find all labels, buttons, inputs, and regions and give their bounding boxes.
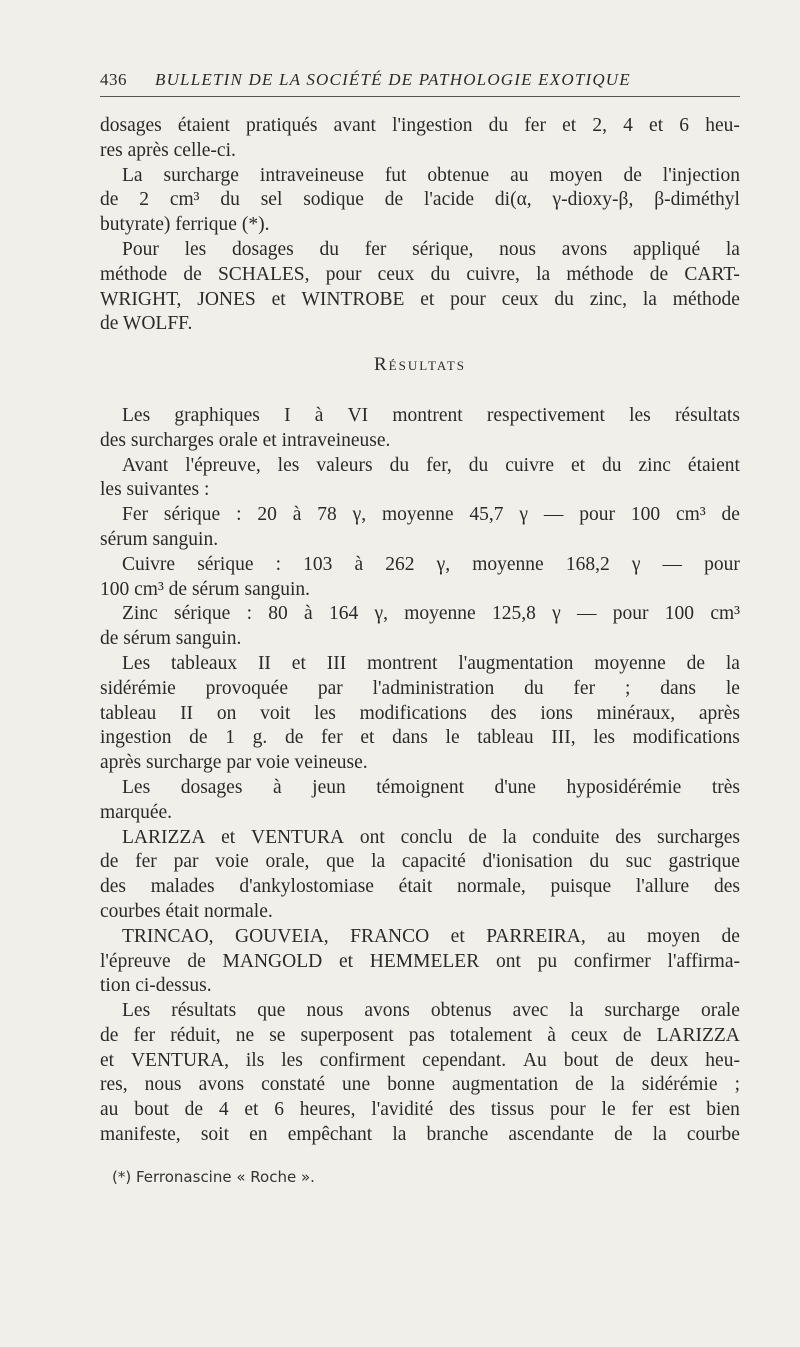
text-line: 100 cm³ de sérum sanguin.: [100, 578, 311, 600]
text-line: de fer par voie orale, que la capacité d'ionisation du suc gastrique: [100, 851, 740, 873]
body-text: [100, 114, 740, 1148]
text-line: courbes était normale.: [100, 900, 273, 922]
text-line: des surcharges orale et intraveineuse.: [100, 429, 391, 451]
text-line: Les dosages à jeun témoignent d'une hyposidérémie très: [122, 776, 740, 798]
text-line: La surcharge intraveineuse fut obtenue au moyen de l'injection: [122, 164, 740, 186]
running-title: BULLETIN DE LA SOCIÉTÉ DE PATHOLOGIE EXOTIQUE: [155, 70, 631, 89]
text-line: sidérémie provoquée par l'administration du fer ; dans le: [100, 677, 740, 699]
text-line: TRINCAO, GOUVEIA, FRANCO et PARREIRA, au moyen de: [122, 925, 740, 947]
text-line: et VENTURA, ils les confirment cependant. Au bout de deux heu-: [100, 1049, 740, 1071]
text-line: res après celle-ci.: [100, 139, 236, 161]
text-line: WRIGHT, JONES et WINTROBE et pour ceux du zinc, la méthode: [100, 288, 740, 310]
text-line: de WOLFF.: [100, 313, 193, 335]
text-line: des malades d'ankylostomiase était normale, puisque l'allure des: [100, 876, 740, 898]
text-line: Fer sérique : 20 à 78 γ, moyenne 45,7 γ — pour 100 cm³ de: [122, 504, 740, 526]
text-line: de sérum sanguin.: [100, 628, 242, 650]
running-header: [100, 70, 740, 90]
text-line: au bout de 4 et 6 heures, l'avidité des tissus pour le fer est bien: [100, 1099, 740, 1121]
text-line: méthode de SCHALES, pour ceux du cuivre, la méthode de CART-: [100, 263, 740, 285]
text-line: Zinc sérique : 80 à 164 γ, moyenne 125,8 γ — pour 100 cm³: [122, 603, 740, 625]
text-line: de fer réduit, ne se superposent pas totalement à ceux de LARIZZA: [100, 1024, 740, 1046]
text-line: res, nous avons constaté une bonne augmentation de la sidérémie ;: [100, 1074, 740, 1096]
footnote: (*) Ferronascine « Roche ».: [112, 1168, 315, 1186]
text-line: ingestion de 1 g. de fer et dans le tableau III, les modifications: [100, 727, 740, 749]
text-line: marquée.: [100, 801, 173, 823]
text-line: Cuivre sérique : 103 à 262 γ, moyenne 168,2 γ — pour: [122, 553, 740, 575]
text-line: Avant l'épreuve, les valeurs du fer, du cuivre et du zinc étaient: [122, 454, 740, 476]
text-line: dosages étaient pratiqués avant l'ingestion du fer et 2, 4 et 6 heu-: [100, 115, 740, 136]
section-heading: Résultats: [374, 354, 466, 376]
text-line: Les résultats que nous avons obtenus avec la surcharge orale: [122, 1000, 740, 1022]
text-line: butyrate) ferrique (*).: [100, 214, 270, 236]
text-line: sérum sanguin.: [100, 528, 219, 550]
text-line: tableau II on voit les modifications des ions minéraux, après: [100, 702, 740, 724]
text-line: tion ci-dessus.: [100, 975, 212, 997]
text-line: Les tableaux II et III montrent l'augmentation moyenne de la: [122, 652, 740, 674]
text-line: Les graphiques I à VI montrent respectivement les résultats: [122, 404, 740, 426]
text-line: après surcharge par voie veineuse.: [100, 752, 368, 774]
text-line: Pour les dosages du fer sérique, nous avons appliqué la: [122, 238, 740, 260]
header-rule: [100, 96, 740, 97]
text-line: de 2 cm³ du sel sodique de l'acide di(α, γ-dioxy-β, β-diméthyl: [100, 189, 740, 211]
text-line: les suivantes :: [100, 479, 210, 501]
page-number: 436: [100, 70, 127, 89]
text-line: l'épreuve de MANGOLD et HEMMELER ont pu confirmer l'affirma-: [100, 950, 740, 972]
text-line: manifeste, soit en empêchant la branche ascendante de la courbe: [100, 1124, 740, 1146]
text-line: LARIZZA et VENTURA ont conclu de la conduite des surcharges: [122, 826, 740, 848]
